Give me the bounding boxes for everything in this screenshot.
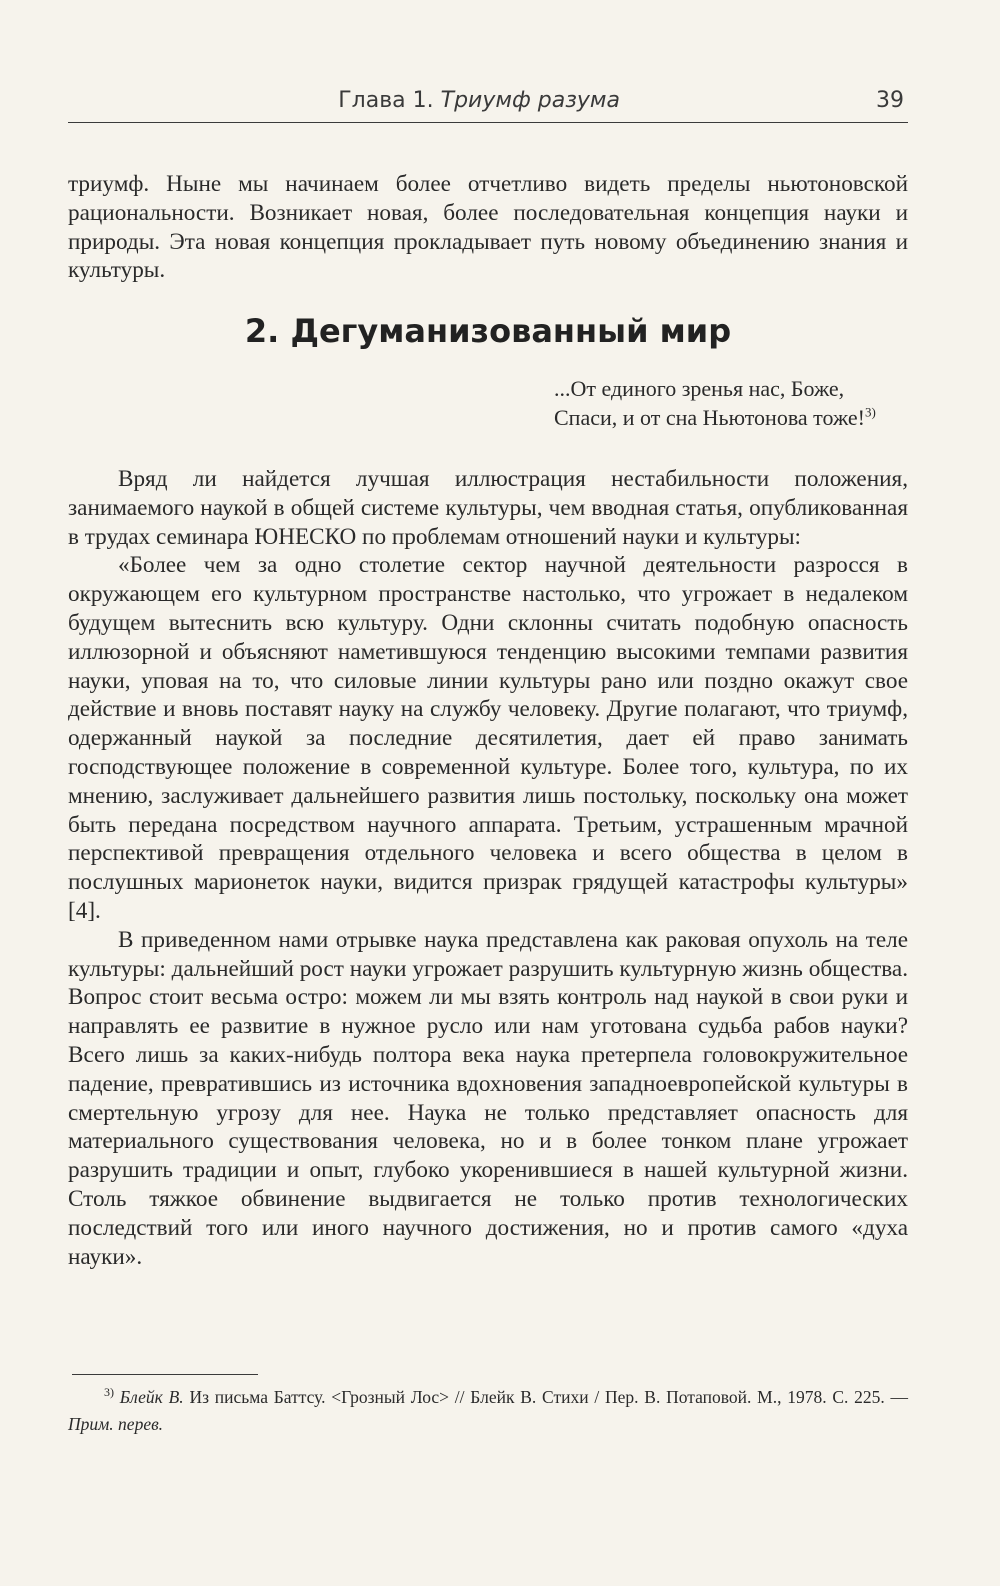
epigraph [548, 374, 908, 432]
body-paragraph-quote: «Более чем за одно столетие сектор научной деятельности разросся в окружающем его культурном пространстве настолько, что угрожает в недалеком будущем вытеснить всю культуру. Одни склонны считать подобную опасность иллюзорной и объясняют наметившуюся тенденцию высокими темпами развития науки, уповая на то, что силовые линии культуры рано или поздно окажут свое действие и вновь поставят науку на службу человеку. Другие полагают, что триумф, одержанный наукой за последние десятилетия, дает ей право занимать господствующее положение в современной культуре. Более того, культура, по их мнению, заслуживает дальнейшего развития лишь постольку, поскольку она может быть передана посредством научного аппарата. Третьим, устрашенным мрачной перспективой превращения отдельного человека и всего общества в целом в послушных марионеток науки, видится призрак грядущей катастрофы культуры» [4]. [68, 552, 908, 924]
body-paragraph: Вряд ли найдется лучшая иллюстрация нестабильности положения, занимаемого наукой в общей системе культуры, чем вводная статья, опубликованная в трудах семинара ЮНЕСКО по проблемам отношений науки и культуры: [68, 466, 908, 550]
footnote-author: Блейк В. [119, 1387, 184, 1407]
body-paragraph: В приведенном нами отрывке наука представлена как раковая опухоль на теле культуры: дальнейший рост науки угрожает разрушить культурную жизнь общества. Вопрос стоит весьма остро: можем ли мы взять контроль над наукой в свои руки и направлять ее развитие в нужное русло или нам уготована судьба рабов науки? Всего лишь за каких-нибудь полтора века наука претерпела головокружительное падение, превратившись из источника вдохновения западноевропейской культуры в смертельную угрозу для нее. Наука не только представляет опасность для материального существования человека, но и в более тонком плане угрожает разрушить традиции и опыт, глубоко укоренившиеся в нашей культурной жизни. Столь тяжкое обвинение выдвигается не только против технологических последствий того или иного научного достижения, но и против самого «духа науки». [68, 926, 908, 1270]
chapter-title: Триумф разума [440, 88, 620, 113]
epigraph-line-2 [548, 403, 908, 432]
footnote-text: Из письма Баттсу. <Грозный Лос> // Блейк В. Стихи / Пер. В. Потаповой. М., 1978. С. 225. — [189, 1387, 909, 1407]
chapter-heading [338, 88, 620, 113]
body-text [68, 465, 908, 1271]
section-heading: 2. Дегуманизованный мир [244, 312, 732, 350]
footnote-mark: 3) [104, 1385, 114, 1400]
footnote-note: Прим. перев. [68, 1414, 164, 1434]
epigraph-line-2-text: Спаси, и от сна Ньютонова тоже! [554, 405, 865, 430]
epigraph-line-1: ...От единого зренья нас, Боже, [554, 376, 845, 401]
opening-paragraph: триумф. Ныне мы начинаем более отчетливо видеть пределы ньютоновской рациональности. Возникает новая, более последовательная концепция науки и природы. Эта новая концепция прокладывает путь новому объединению знания и культуры. [68, 171, 908, 284]
running-header [68, 86, 908, 123]
page-number: 39 [876, 88, 904, 113]
chapter-label: Глава 1. [338, 88, 434, 113]
footnote [68, 1384, 908, 1438]
footnote-reference: 3) [864, 404, 876, 420]
footnote-divider [72, 1374, 258, 1375]
